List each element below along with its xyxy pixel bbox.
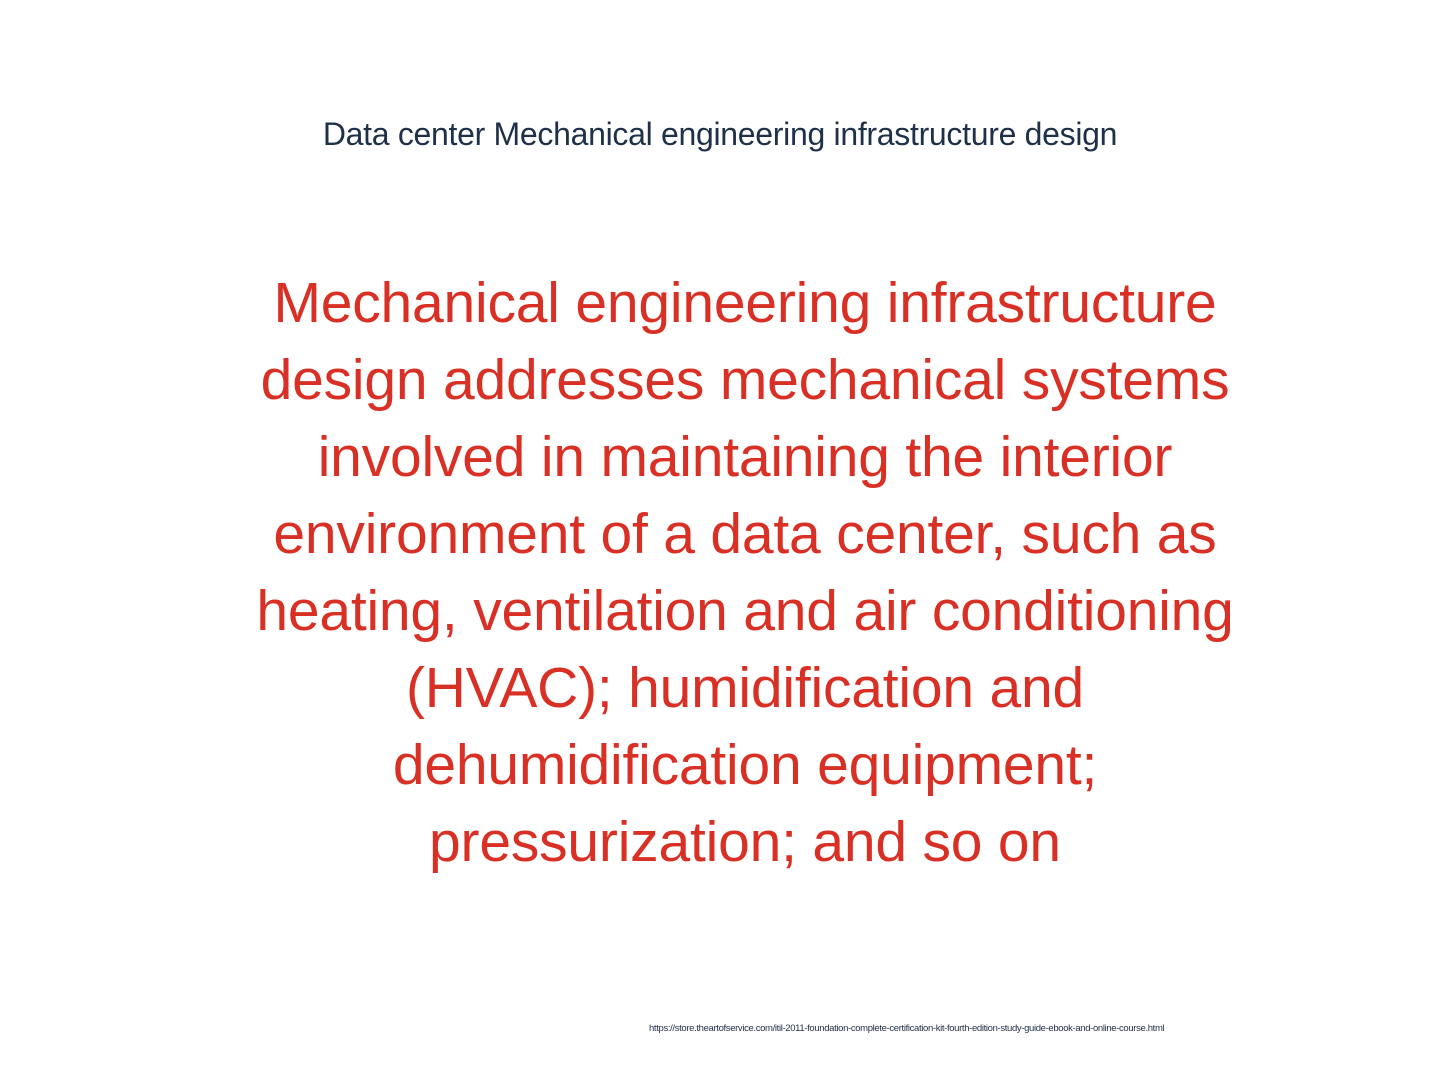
body-line: dehumidification equipment;: [392, 733, 1098, 797]
body-line: environment of a data center, such as: [273, 502, 1217, 566]
body-line: involved in maintaining the interior: [317, 425, 1173, 489]
body-line: design addresses mechanical systems: [260, 348, 1230, 412]
body-line: Mechanical engineering infrastructure: [273, 271, 1217, 335]
slide-title: Data center Mechanical engineering infrastructure design: [322, 116, 1118, 152]
body-line: pressurization; and so on: [429, 810, 1061, 874]
slide-body-text: [160, 265, 1330, 881]
body-line: (HVAC); humidification and: [405, 656, 1085, 720]
source-url-link[interactable]: https://store.theartofservice.com/itil-2011-foundation-complete-certification-kit-fourth-edition-study-guide-ebook-and-online-course.html: [649, 1023, 1165, 1034]
body-line: heating, ventilation and air conditioning: [256, 579, 1234, 643]
